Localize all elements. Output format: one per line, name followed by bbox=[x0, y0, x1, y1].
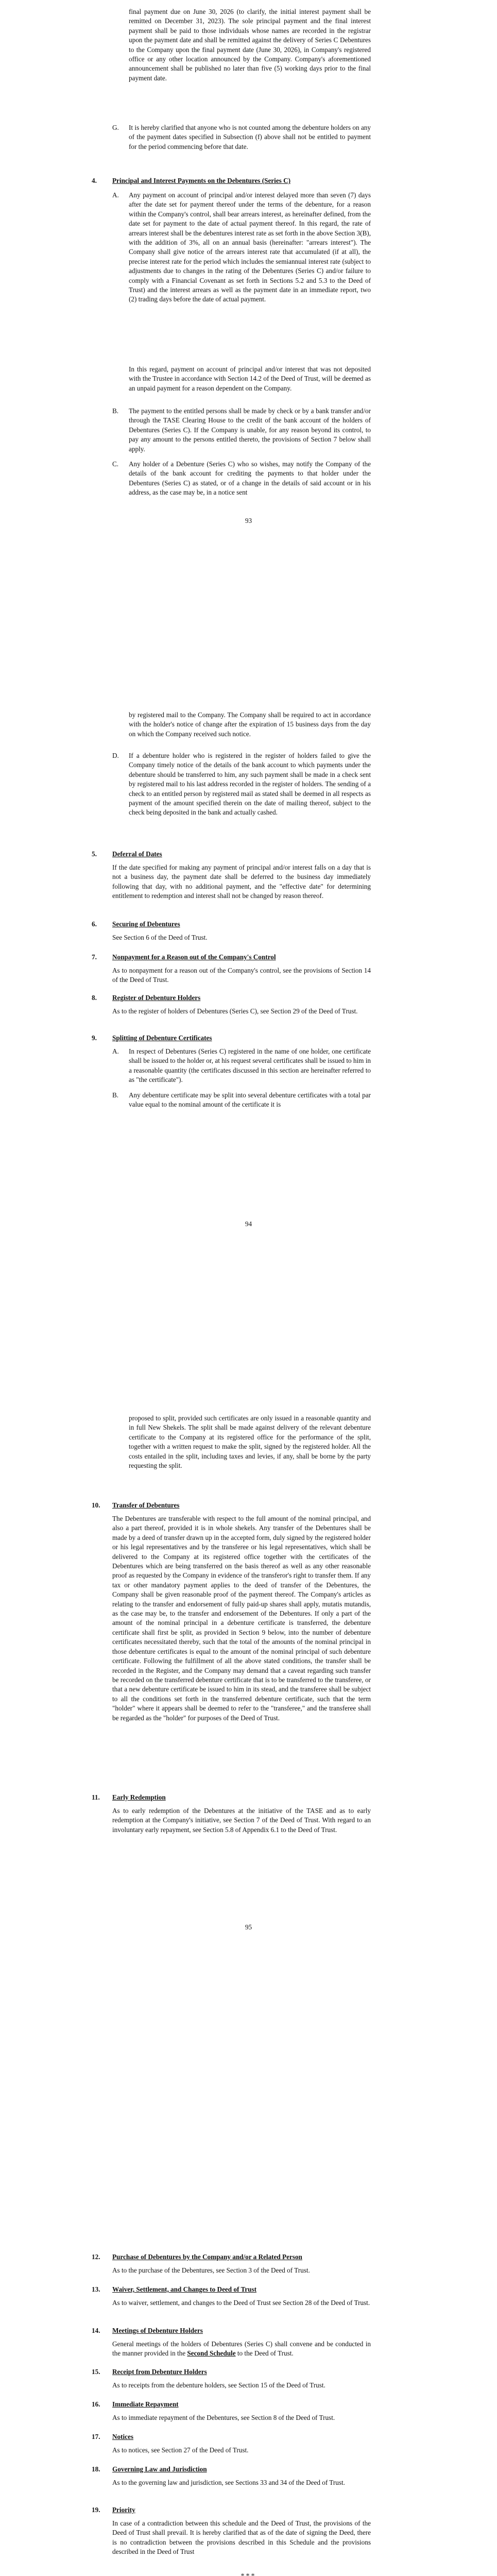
item-label: D. bbox=[112, 752, 119, 759]
paragraph: Any debenture certificate may be split into several debenture certificates with a total par value equal to the nominal amount of the certificate it is bbox=[129, 1091, 371, 1109]
page-93 bbox=[0, 0, 497, 703]
paragraph: As to immediate repayment of the Debentures, see Section 8 of the Deed of Trust. bbox=[112, 2414, 335, 2421]
paragraph: The payment to the entitled persons shall be made by check or by a bank transfer and/or through the TASE Clearing House to the credit of the bank account of the holders of Debentures (Series C). If the Company is unable, for any reason beyond its control, to pay any amount to the persons entitled thereto, the provisions of Section 7 below shall apply. bbox=[129, 407, 371, 453]
section-heading: Governing Law and Jurisdiction bbox=[112, 2465, 207, 2473]
section-number: 5. bbox=[92, 850, 97, 858]
page-94 bbox=[0, 703, 497, 1406]
text-run: General meetings of the holders of Debentures (Series C) shall convene and be conducted in the manner provided in the bbox=[112, 2340, 371, 2358]
second-schedule-reference: Second Schedule bbox=[187, 2349, 236, 2358]
section-number: 4. bbox=[92, 177, 97, 184]
section-number: 8. bbox=[92, 994, 97, 1002]
paragraph: In respect of Debentures (Series C) registered in the name of one holder, one certificate shall be issued to the holder or, at his request several certificates shall be issued to him in a reasonable quantity (the certificates discussed in this section are hereinafter referred to as "the certificate"). bbox=[129, 1047, 371, 1084]
section-number: 12. bbox=[92, 2253, 100, 2261]
section-number: 7. bbox=[92, 953, 97, 961]
page-number: 94 bbox=[245, 1220, 252, 1228]
section-number: 19. bbox=[92, 2506, 100, 2514]
paragraph: Any holder of a Debenture (Series C) who so wishes, may notify the Company of the details of the bank account for crediting the payments to that holder under the Debentures (Series C) as stated, or of a change in the details of said account or in his address, as the case may be, in a notice sent bbox=[129, 460, 371, 497]
section-heading: Purchase of Debentures by the Company and/or a Related Person bbox=[112, 2253, 302, 2261]
section-heading: Transfer of Debentures bbox=[112, 1501, 180, 1509]
paragraph: final payment due on June 30, 2026 (to clarify, the initial interest payment shall be remitted on December 31, 2023). The sole principal payment and the final interest payment shall be paid to those individuals whose names are recorded in the registrar upon the payment date and shall be remitted against the delivery of Series C Debentures to the Company upon the final payment date (June 30, 2026), in Company's registered office or any other location announced by the Company. Company's aforementioned announcement shall be published no later than five (5) working days prior to the final payment date. bbox=[129, 8, 371, 82]
item-label: B. bbox=[112, 1091, 119, 1099]
text-run: to the Deed of Trust. bbox=[235, 2349, 294, 2358]
paragraph: If the date specified for making any payment of principal and/or interest falls on a day that is not a business day, the payment date shall be deferred to the business day immediately following that day, with no additional payment, and the "effective date" for determining entitlement to redemption and interest shall not be changed by reason thereof. bbox=[112, 863, 371, 900]
section-number: 14. bbox=[92, 2327, 100, 2334]
section-number: 11. bbox=[92, 1793, 100, 1801]
end-mark bbox=[0, 2572, 497, 2576]
paragraph: As to notices, see Section 27 of the Deed of Trust. bbox=[112, 2446, 249, 2454]
paragraph: As to receipts from the debenture holders, see Section 15 of the Deed of Trust. bbox=[112, 2381, 325, 2389]
section-heading: Meetings of Debenture Holders bbox=[112, 2327, 203, 2334]
section-heading: Early Redemption bbox=[112, 1793, 166, 1801]
section-heading: Waiver, Settlement, and Changes to Deed of Trust bbox=[112, 2285, 256, 2293]
page-number: 93 bbox=[245, 517, 252, 524]
section-number: 9. bbox=[92, 1034, 97, 1042]
section-heading: Nonpayment for a Reason out of the Company's Control bbox=[112, 953, 276, 961]
section-heading: Principal and Interest Payments on the Debentures (Series C) bbox=[112, 177, 291, 184]
paragraph: As to the purchase of the Debentures, see Section 3 of the Deed of Trust. bbox=[112, 2266, 310, 2274]
paragraph: In this regard, payment on account of principal and/or interest that was not deposited with the Trustee in accordance with Section 14.2 of the Deed of Trust, will be deemed as an unpaid payment for a reason dependent on the Company. bbox=[129, 365, 371, 392]
section-heading: Register of Debenture Holders bbox=[112, 994, 201, 1002]
paragraph: As to nonpayment for a reason out of the Company's control, see the provisions of Section 14 of the Deed of Trust. bbox=[112, 967, 371, 984]
paragraph: If a debenture holder who is registered in the register of holders failed to give the Company timely notice of the details of the bank account to which payments under the debenture should be transferred to him, any such payment shall be made in a check sent by registered mail to his last address recorded in the register of holders. The sending of a check to an entitled person by registered mail as stated shall be deemed in all respects as payment of the amount specified therein on the date of mailing thereof, subject to the check being deposited in the bank and actually cashed. bbox=[129, 752, 371, 817]
section-number: 16. bbox=[92, 2400, 100, 2408]
paragraph bbox=[112, 2340, 371, 2359]
item-label: C. bbox=[112, 460, 119, 468]
section-number: 15. bbox=[92, 2368, 100, 2376]
paragraph: See Section 6 of the Deed of Trust. bbox=[112, 934, 208, 941]
page-96 bbox=[0, 2110, 497, 2576]
section-heading: Priority bbox=[112, 2506, 135, 2514]
paragraph: In case of a contradiction between this schedule and the Deed of Trust, the provisions of the Deed of Trust shall prevail. It is hereby clarified that as of the date of signing the Deed, there is no contradiction between the provisions described in this Schedule and the provisions described in the Deed of Trust bbox=[112, 2519, 371, 2556]
section-heading: Splitting of Debenture Certificates bbox=[112, 1034, 212, 1042]
section-number: 18. bbox=[92, 2465, 100, 2473]
paragraph: As to early redemption of the Debentures at the initiative of the TASE and as to early redemption at the Company's initiative, see Section 7 of the Deed of Trust. With regard to an involuntary early repayment, see Section 5.8 of Appendix 6.1 to the Deed of Trust. bbox=[112, 1807, 371, 1834]
page-number: 95 bbox=[245, 1923, 252, 1931]
section-number: 6. bbox=[92, 920, 97, 928]
item-label: G. bbox=[112, 124, 119, 131]
paragraph: The Debentures are transferable with respect to the full amount of the nominal principal, and also a part thereof, provided it is in whole shekels. Any transfer of the Debentures shall be made by a deed of transfer drawn up in the accepted form, duly signed by the registered holder or his legal representatives and by the transferee or his legal representatives, which shall be delivered to the Company at its registered office together with the certificates of the Debentures which are being transferred on the basis thereof as well as any other reasonable proof as requested by the Company in evidence of the transferor's right to transfer them. If any tax or other mandatory payment applies to the deed of transfer of the Debentures, the Company shall be given reasonable proof of the payment thereof. The Company's articles as relating to the transfer and endorsement of fully paid-up shares shall apply, mutatis mutandis, as the case may be, to the transfer and endorsement of the Debentures. If only a part of the amount of the nominal principal in a debenture certificate is transferred, the debenture certificate shall first be split, as provided in Section 9 below, into the number of debenture certificates necessitated thereby, such that the total of the amounts of the nominal principal in those debenture certificates is equal to the amount of the nominal principal of such debenture certificate. Following the fulfillment of all the above stated conditions, the transfer shall be recorded in the Register, and the Company may demand that a caveat regarding such transfer be recorded on the transferred debenture certificate that is to be transferred to the transferee, or that a new debenture certificate be issued to him in its stead, and the transferee shall be subject to all the conditions set forth in the transferred debenture certificate, such that the term "holder" where it appears shall be deemed to refer to the "transferee," and the transferee shall be regarded as the "holder" for purposes of the Deed of Trust. bbox=[112, 1515, 371, 1722]
paragraph: by registered mail to the Company. The Company shall be required to act in accordance with the holder's notice of change after the expiration of 15 business days from the day on which the Company received such notice. bbox=[129, 711, 371, 738]
paragraph: It is hereby clarified that anyone who is not counted among the debenture holders on any of the payment dates specified in Subsection (f) above shall not be entitled to payment for the period commencing before that date. bbox=[129, 124, 371, 150]
section-heading: Deferral of Dates bbox=[112, 850, 162, 858]
section-heading: Receipt from Debenture Holders bbox=[112, 2368, 207, 2376]
paragraph: As to waiver, settlement, and changes to the Deed of Trust see Section 28 of the Deed of Trust. bbox=[112, 2299, 370, 2307]
section-number: 17. bbox=[92, 2433, 100, 2441]
item-label: A. bbox=[112, 191, 119, 199]
section-number: 10. bbox=[92, 1501, 100, 1509]
paragraph: As to the governing law and jurisdiction, see Sections 33 and 34 of the Deed of Trust. bbox=[112, 2479, 345, 2486]
section-heading: Notices bbox=[112, 2433, 134, 2441]
paragraph: As to the register of holders of Debentures (Series C), see Section 29 of the Deed of Trust. bbox=[112, 1007, 358, 1015]
paragraph: Any payment on account of principal and/or interest delayed more than seven (7) days after the date set for payment thereof under the terms of the debenture, for a reason within the Company's control, shall bear arrears interest, as hereinafter defined, from the date set for payment to the date of actual payment thereof. In this regard, the rate of arrears interest shall be the debentures interest rate as set forth in the above Section 3(B), with the addition of 3%, all on an annual basis (hereinafter: "arrears interest"). The Company shall give notice of the arrears interest rate that accumulated (if at all), the precise interest rate for the period which includes the semiannual interest rate (subject to adjustments due to changes in the rating of the Debentures (Series C) and/or failure to comply with a Financial Covenant as set forth in Sections 5.2 and 5.3 to the Deed of Trust) and the interest arrears as well as the payment date in an immediate report, two (2) trading days before the date of actual payment. bbox=[129, 191, 371, 303]
section-heading: Securing of Debentures bbox=[112, 920, 180, 928]
item-label: B. bbox=[112, 407, 119, 415]
page-95 bbox=[0, 1406, 497, 2110]
section-number: 13. bbox=[92, 2285, 100, 2293]
item-label: A. bbox=[112, 1047, 119, 1055]
paragraph: proposed to split, provided such certificates are only issued in a reasonable quantity and in full New Shekels. The split shall be made against delivery of the relevant debenture certificate to the Company at its registered office for the performance of the split, together with a written request to make the split, signed by the registered holder. All the costs entailed in the split, including taxes and levies, if any, shall be borne by the party requesting the split. bbox=[129, 1414, 371, 1470]
section-heading: Immediate Repayment bbox=[112, 2400, 179, 2408]
